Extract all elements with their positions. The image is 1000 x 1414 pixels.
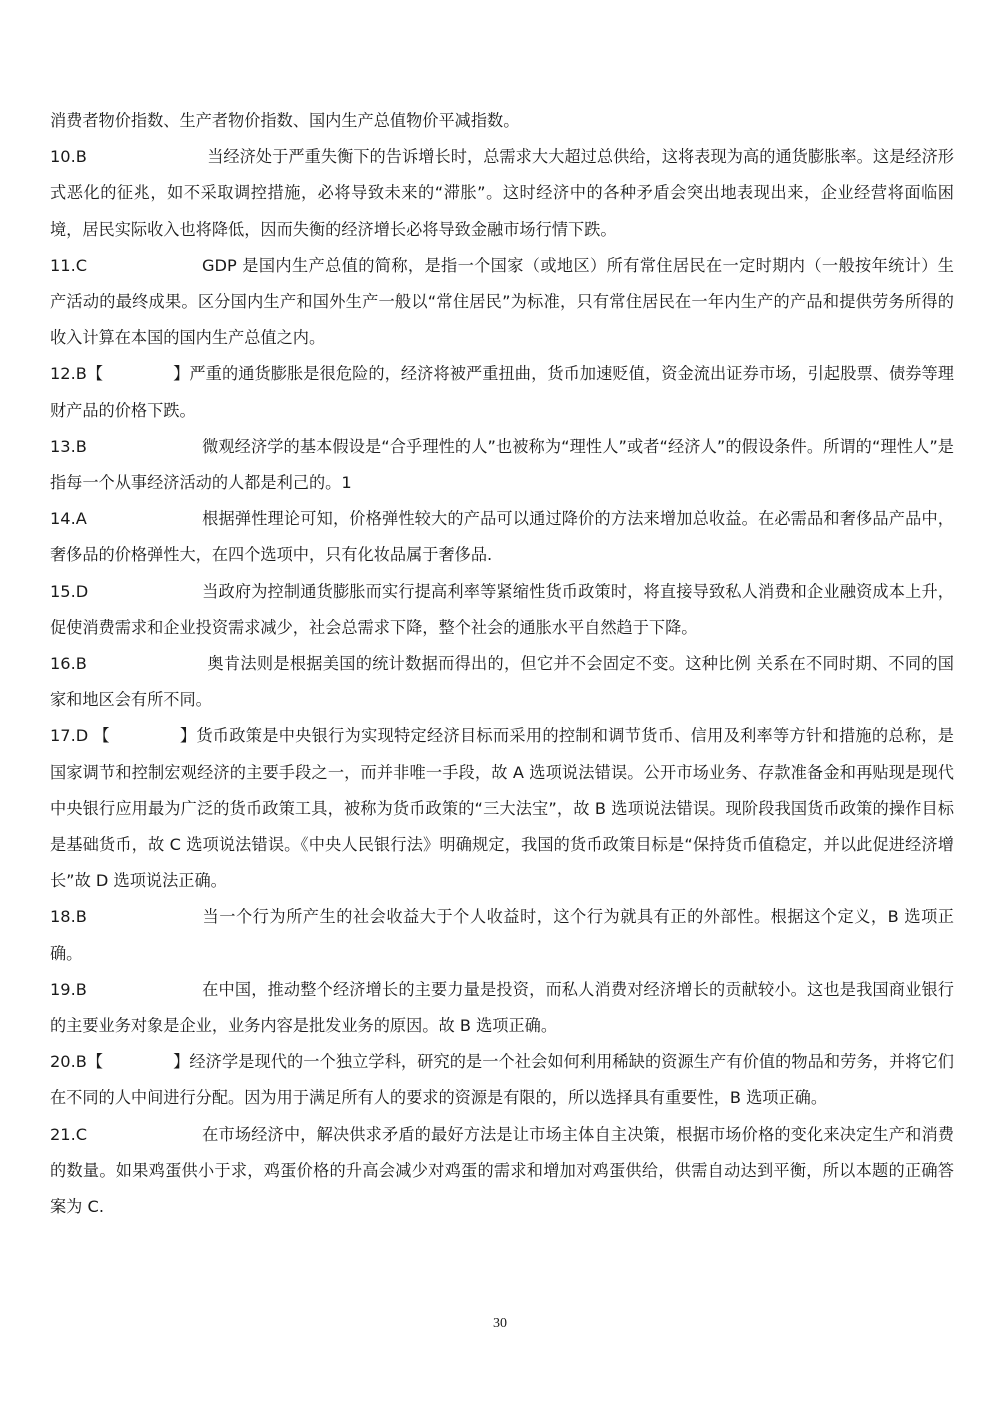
answer-20 <box>50 1044 954 1116</box>
answer-label: 20.B【 <box>50 1052 104 1072</box>
answer-text: 根据弹性理论可知，价格弹性较大的产品可以通过降价的方法来增加总收益。在必需品和奢侈品产品中，奢侈品的价格弹性大，在四个选项中，只有化妆品属于奢侈品. <box>50 509 954 565</box>
answer-text: 】经济学是现代的一个独立学科，研究的是一个社会如何利用稀缺的资源生产有价值的物品和劳务，并将它们在不同的人中间进行分配。因为用于满足所有人的要求的资源是有限的，所以选择具有重要性，B 选项正确。 <box>50 1052 954 1108</box>
answer-label: 12.B【 <box>50 364 104 384</box>
answer-label: 17.D 【 <box>50 726 110 746</box>
answer-12 <box>50 356 954 428</box>
answer-label: 19.B <box>50 979 87 999</box>
answer-text: 当一个行为所产生的社会收益大于个人收益时，这个行为就具有正的外部性。根据这个定义，B 选项正确。 <box>50 907 954 963</box>
answer-21 <box>50 1117 954 1226</box>
answer-text: 】货币政策是中央银行为实现特定经济目标而采用的控制和调节货币、信用及利率等方针和措施的总称，是国家调节和控制宏观经济的主要手段之一，而并非唯一手段，故 A 选项说法错误。公开市场业务、存款准备金和再贴现是现代中央银行应用最为广泛的货币政策工具，被称为货币政策的“三大法宝”，故 B 选项说法错误。现阶段我国货币政策的操作目标是基础货币，故 C 选项说法错误。《中央人民银行法》明确规定，我国的货币政策目标是“保持货币值稳定，并以此促进经济增长”故 D 选项说法正确。 <box>50 726 954 891</box>
answer-18 <box>50 899 954 971</box>
intro-paragraph: 消费者物价指数、生产者物价指数、国内生产总值物价平减指数。 <box>50 111 520 130</box>
answer-text: 在市场经济中，解决供求矛盾的最好方法是让市场主体自主决策，根据市场价格的变化来决定生产和消费的数量。如果鸡蛋供小于求，鸡蛋价格的升高会减少对鸡蛋的需求和增加对鸡蛋供给，供需自动达到平衡，所以本题的正确答案为 C. <box>50 1124 954 1217</box>
answer-label: 15.D <box>50 581 89 601</box>
answer-label: 10.B <box>50 147 87 167</box>
answer-14 <box>50 501 954 573</box>
answer-16 <box>50 646 954 718</box>
answer-label: 11.C <box>50 255 88 275</box>
answer-label: 14.A <box>50 509 87 529</box>
answer-text: 奥肯法则是根据美国的统计数据而得出的，但它并不会固定不变。这种比例 关系在不同时期、不同的国家和地区会有所不同。 <box>50 654 954 710</box>
answer-text: 微观经济学的基本假设是“合乎理性的人”也被称为“理性人”或者“经济人”的假设条件。所谓的“理性人”是指每一个从事经济活动的人都是利己的。1 <box>50 436 954 493</box>
answer-label: 21.C <box>50 1124 88 1144</box>
answer-text: 】严重的通货膨胀是很危险的，经济将被严重扭曲，货币加速贬值，资金流出证券市场，引起股票、债券等理财产品的价格下跌。 <box>50 364 954 420</box>
answer-19 <box>50 972 954 1044</box>
page-number: 30 <box>493 1316 507 1331</box>
answer-label: 18.B <box>50 907 87 927</box>
answer-label: 13.B <box>50 436 87 456</box>
answer-text: 当政府为控制通货膨胀而实行提高利率等紧缩性货币政策时，将直接导致私人消费和企业融资成本上升，促使消费需求和企业投资需求减少，社会总需求下降，整个社会的通胀水平自然趋于下降。 <box>50 581 954 637</box>
document-body <box>50 103 954 1225</box>
answer-text: 当经济处于严重失衡下的告诉增长时，总需求大大超过总供给，这将表现为高的通货膨胀率。这是经济形式恶化的征兆，如不采取调控措施，必将导致未来的“滞胀”。这时经济中的各种矛盾会突出地表现出来，企业经营将面临困境，居民实际收入也将降低，因而失衡的经济增长必将导致金融市场行情下跌。 <box>50 147 954 239</box>
answer-17 <box>50 718 954 899</box>
answer-label: 16.B <box>50 654 87 674</box>
answer-text: 在中国，推动整个经济增长的主要力量是投资，而私人消费对经济增长的贡献较小。这也是我国商业银行的主要业务对象是企业，业务内容是批发业务的原因。故 B 选项正确。 <box>50 979 954 1036</box>
answer-11 <box>50 248 954 357</box>
answer-text: GDP 是国内生产总值的简称，是指一个国家（或地区）所有常住居民在一定时期内（一般按年统计）生产活动的最终成果。区分国内生产和国外生产一般以“常住居民”为标准，只有常住居民在一年内生产的产品和提供劳务所得的收入计算在本国的国内生产总值之内。 <box>50 255 954 348</box>
answer-15 <box>50 574 954 646</box>
answer-10 <box>50 139 954 248</box>
answer-13 <box>50 429 954 501</box>
